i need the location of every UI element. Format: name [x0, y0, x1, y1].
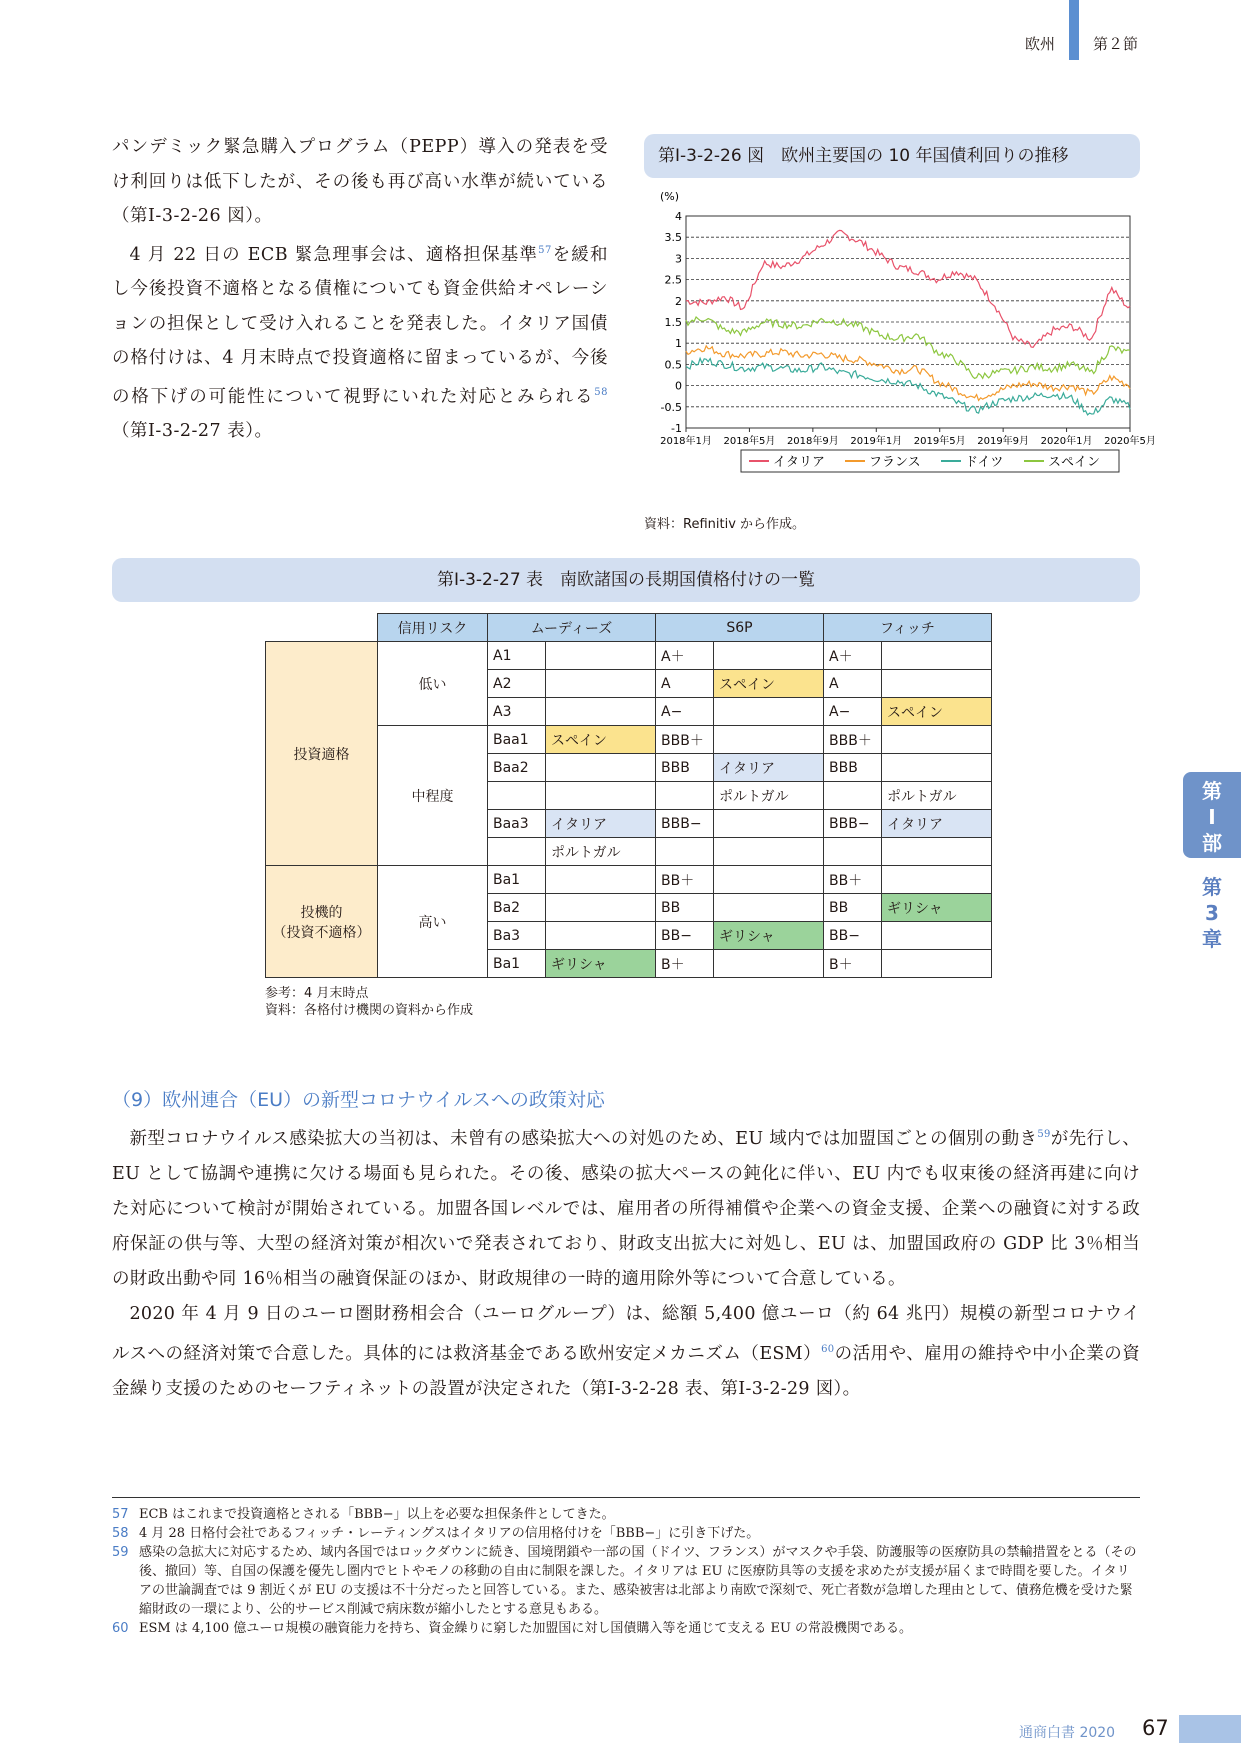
- table-cell: [714, 866, 824, 894]
- table-source: 資料：各格付け機関の資料から作成: [265, 1003, 474, 1018]
- table-cell: [546, 894, 656, 922]
- table-cell: [714, 726, 824, 754]
- risk-cell: 中程度: [378, 726, 488, 866]
- footnote-text: ECB はこれまで投資適格とされる「BBB−」以上を必要な担保条件としてきた。: [139, 1507, 615, 1522]
- side-part-char: 第: [1202, 779, 1222, 803]
- yield-chart: [644, 188, 1156, 508]
- table-cell: BB: [656, 894, 714, 922]
- table-cell: B＋: [656, 950, 714, 978]
- y-tick-label: 0: [675, 379, 682, 393]
- figure-source: 資料：Refinitiv から作成。: [644, 517, 806, 532]
- side-chapter-char: 第: [1202, 875, 1222, 899]
- intro-text: [112, 130, 608, 449]
- text-run: （第Ⅰ-3-2-27 表）。: [112, 421, 273, 441]
- y-tick-label: 3.5: [664, 231, 682, 245]
- y-tick-label: -1: [671, 422, 682, 435]
- y-tick-label: 4: [675, 210, 682, 223]
- table-cell: イタリア: [546, 810, 656, 838]
- x-tick-label: 2019年9月: [977, 436, 1030, 447]
- table-cell: [714, 698, 824, 726]
- y-tick-label: 1.5: [664, 316, 682, 329]
- header-section: 欧州: [1025, 35, 1056, 53]
- series-line: [686, 230, 1130, 347]
- ratings-table-body: [266, 614, 992, 978]
- table-cell: A＋: [824, 642, 882, 670]
- table-cell: スペイン: [714, 670, 824, 698]
- footer-accent-bar: [1179, 1715, 1241, 1743]
- table-cell: A＋: [656, 642, 714, 670]
- table-cell: Ba1: [488, 866, 546, 894]
- table-cell: [882, 950, 992, 978]
- table-cell: [882, 866, 992, 894]
- y-tick-label: 3: [675, 252, 682, 266]
- footnotes: [112, 1505, 1140, 1638]
- legend-label: フランス: [869, 455, 921, 470]
- text-run: 4 月 22 日の ECB 緊急理事会は、適格担保基準: [129, 244, 539, 265]
- table-cell: [546, 642, 656, 670]
- section-heading: （9）欧州連合（EU）の新型コロナウイルスへの政策対応: [112, 1089, 605, 1111]
- table-cell: BB＋: [656, 866, 714, 894]
- y-axis-label: (%): [660, 190, 680, 203]
- table-cell: BBB−: [656, 810, 714, 838]
- table-row: [266, 642, 992, 670]
- table-cell: B＋: [824, 950, 882, 978]
- group-cell: 投資適格: [266, 642, 378, 866]
- table-cell: [714, 894, 824, 922]
- col-header: フィッチ: [824, 614, 992, 642]
- table-row: [266, 866, 992, 894]
- table-note: 参考：4 月末時点: [265, 986, 369, 1001]
- table-cell: ポルトガル: [546, 838, 656, 866]
- table-cell: [714, 950, 824, 978]
- table-cell: [824, 838, 882, 866]
- chart-svg: [644, 188, 1156, 508]
- side-part-tab: [1183, 772, 1241, 858]
- footnote: [112, 1619, 1140, 1638]
- table-cell: [656, 838, 714, 866]
- x-tick-label: 2020年1月: [1040, 436, 1093, 447]
- table-cell: BBB＋: [656, 726, 714, 754]
- footnote-ref[interactable]: 59: [1037, 1129, 1051, 1140]
- table-cell: [882, 838, 992, 866]
- header-chapter: 第２節: [1093, 35, 1139, 53]
- footnote-number: 57: [112, 1507, 129, 1522]
- x-tick-label: 2020年5月: [1104, 436, 1156, 447]
- risk-cell: 高い: [378, 866, 488, 978]
- corner-cell: [266, 614, 378, 642]
- table-cell: ポルトガル: [714, 782, 824, 810]
- table-cell: ギリシャ: [882, 894, 992, 922]
- side-part-char: 部: [1202, 831, 1222, 855]
- side-chapter-char: 3: [1205, 901, 1219, 925]
- table-cell: A: [656, 670, 714, 698]
- table-cell: [488, 838, 546, 866]
- table-cell: ギリシャ: [546, 950, 656, 978]
- table-cell: [882, 922, 992, 950]
- x-tick-label: 2018年1月: [660, 436, 712, 447]
- table-cell: イタリア: [714, 754, 824, 782]
- footnote-text: 感染の急拡大に対応するため、域内各国ではロックダウンに続き、国境閉鎖や一部の国（ドイツ、フランス）がマスクや手袋、防護服等の医療防具の禁輸措置をとる（その後、撤回）等、自国の保護を優先し圏内でヒトやモノの移動の自由に制限を課した。イタリアは EU に医療防具等の支援を求めたが支援が届くまで時間を要した。イタリアの世論調査では 9 割近くが EU の支援は不十分だったと回答している。また、感染被害は北部より南欧で深刻で、死亡者数が急増した理由として、債務危機を受けた緊縮財政の一環により、公的サービス削減で病床数が縮小したとする意見もある。: [139, 1545, 1137, 1617]
- table-cell: Ba2: [488, 894, 546, 922]
- table-cell: BBB−: [824, 810, 882, 838]
- legend-label: ドイツ: [965, 455, 1004, 470]
- table-cell: Ba1: [488, 950, 546, 978]
- legend-label: イタリア: [773, 455, 826, 470]
- text-run: が先行し、EU として協調や連携に欠ける場面も見られた。その後、感染の拡大ペースの鈍化に伴い、EU 内でも収束後の経済再建に向けた対応について検討が開始されている。加盟各国レベルでは、雇用者の所得補償や企業への資金支援、企業への融資に対する政府保証の供与等、大型の経済対策が相次いで発表されており、財政支出拡大に対処し、EU は、加盟国政府の GDP 比 3％相当の財政出動や同 16％相当の融資保証のほか、財政規律の一時的適用除外等について合意している。: [112, 1129, 1140, 1289]
- footnote-text: ESM は 4,100 億ユーロ規模の融資能力を持ち、資金繰りに窮した加盟国に対し国債購入等を通じて支える EU の常設機関である。: [139, 1621, 913, 1636]
- table-notes: [265, 985, 473, 1019]
- col-header: 信用リスク: [378, 614, 488, 642]
- text-run: 新型コロナウイルス感染拡大の当初は、未曾有の感染拡大への対処のため、EU 域内では加盟国ごとの個別の動き: [129, 1129, 1038, 1149]
- footer-book-title: 通商白書 2020: [1019, 1725, 1116, 1741]
- table-cell: BB−: [656, 922, 714, 950]
- table-cell: BBB: [656, 754, 714, 782]
- footnote-ref[interactable]: 60: [821, 1344, 835, 1355]
- y-tick-label: 0.5: [664, 358, 682, 372]
- table-cell: [824, 782, 882, 810]
- x-tick-label: 2018年9月: [786, 436, 839, 447]
- y-tick-label: -0.5: [660, 400, 682, 414]
- table-cell: [546, 670, 656, 698]
- side-chapter-tab: [1183, 874, 1241, 952]
- table-cell: A2: [488, 670, 546, 698]
- footnote-text: 4 月 28 日格付会社であるフィッチ・レーティングスはイタリアの信用格付けを「BBB−」に引き下げた。: [139, 1526, 760, 1541]
- table-cell: [882, 642, 992, 670]
- paragraph: [112, 234, 608, 449]
- x-tick-label: 2018年5月: [723, 436, 776, 447]
- table-cell: ギリシャ: [714, 922, 824, 950]
- footnote: [112, 1524, 1140, 1543]
- table-cell: BB: [824, 894, 882, 922]
- table-cell: A3: [488, 698, 546, 726]
- table-cell: [546, 866, 656, 894]
- footnote-divider: [112, 1497, 1140, 1498]
- table-cell: Baa1: [488, 726, 546, 754]
- table-cell: [714, 642, 824, 670]
- table-cell: [546, 922, 656, 950]
- table-cell: A−: [824, 698, 882, 726]
- table-cell: BBB: [824, 754, 882, 782]
- footnote-number: 58: [112, 1526, 129, 1541]
- text-run: の活用や、雇用の維持や中小企業の資金繰り支援のためのセーフティネットの設置が決定された（第Ⅰ-3-2-28 表、第Ⅰ-3-2-29 図）。: [112, 1344, 1140, 1399]
- table-cell: Ba3: [488, 922, 546, 950]
- footnote-ref[interactable]: 57: [538, 244, 552, 256]
- y-tick-label: 2: [675, 294, 682, 308]
- table-cell: [546, 754, 656, 782]
- ratings-table: [265, 613, 992, 978]
- table-cell: A: [824, 670, 882, 698]
- table-cell: ポルトガル: [882, 782, 992, 810]
- table-cell: イタリア: [882, 810, 992, 838]
- table-cell: BB＋: [824, 866, 882, 894]
- table-cell: [714, 810, 824, 838]
- col-header: S6P: [656, 614, 824, 642]
- x-tick-label: 2019年5月: [913, 436, 966, 447]
- page-number: 67: [1142, 1716, 1169, 1740]
- paragraph: パンデミック緊急購入プログラム（PEPP）導入の発表を受け利回りは低下したが、その後も再び高い水準が続いている（第Ⅰ-3-2-26 図）。: [112, 137, 608, 226]
- text-run: を緩和し今後投資不適格となる債権についても資金供給オペレーションの担保として受け入れることを発表した。イタリア国債の格付けは、4 月末時点で投資適格に留まっているが、今後の格下げの可能性について視野にいれた対応とみられる: [112, 244, 609, 407]
- table-cell: [656, 782, 714, 810]
- side-part-char: Ⅰ: [1208, 805, 1216, 829]
- table-cell: [882, 670, 992, 698]
- table-cell: [714, 838, 824, 866]
- table-cell: A1: [488, 642, 546, 670]
- side-chapter-char: 章: [1202, 927, 1222, 951]
- table-header-row: [266, 614, 992, 642]
- table-cell: スペイン: [882, 698, 992, 726]
- text-run: 2020 年 4 月 9 日のユーロ圏財務相会合（ユーログループ）は、総額 5,400 億ユーロ（約 64 兆円）規模の新型コロナウイルスへの経済対策で合意した。具体的には救済基金である欧州安定メカニズム（ESM）: [112, 1304, 1140, 1364]
- group-cell: 投機的 （投資不適格）: [266, 866, 378, 978]
- table-cell: [488, 782, 546, 810]
- table-cell: [546, 782, 656, 810]
- section-body: [112, 1117, 1140, 1407]
- x-tick-label: 2019年1月: [850, 436, 903, 447]
- footnote: [112, 1543, 1140, 1619]
- table-cell: Baa2: [488, 754, 546, 782]
- table-cell: BB−: [824, 922, 882, 950]
- table-cell: Baa3: [488, 810, 546, 838]
- y-tick-label: 1: [675, 337, 682, 351]
- table-cell: BBB＋: [824, 726, 882, 754]
- paragraph: [112, 1297, 1140, 1407]
- risk-cell: 低い: [378, 642, 488, 726]
- footnote-number: 60: [112, 1621, 129, 1636]
- table-cell: [882, 726, 992, 754]
- col-header: ムーディーズ: [488, 614, 656, 642]
- table-cell: [546, 698, 656, 726]
- table-cell: A−: [656, 698, 714, 726]
- figure-title: 第Ⅰ-3-2-26 図 欧州主要国の 10 年国債利回りの推移: [644, 134, 1140, 178]
- paragraph: [112, 1117, 1140, 1297]
- legend-label: スペイン: [1048, 455, 1101, 470]
- y-tick-label: 2.5: [664, 273, 682, 287]
- table-cell: [882, 754, 992, 782]
- table-cell: スペイン: [546, 726, 656, 754]
- header-accent-bar: [1069, 0, 1079, 60]
- footnote: [112, 1505, 1140, 1524]
- footnote-ref[interactable]: 58: [594, 386, 608, 398]
- footnote-number: 59: [112, 1545, 129, 1560]
- table-title: 第Ⅰ-3-2-27 表 南欧諸国の長期国債格付けの一覧: [112, 558, 1140, 602]
